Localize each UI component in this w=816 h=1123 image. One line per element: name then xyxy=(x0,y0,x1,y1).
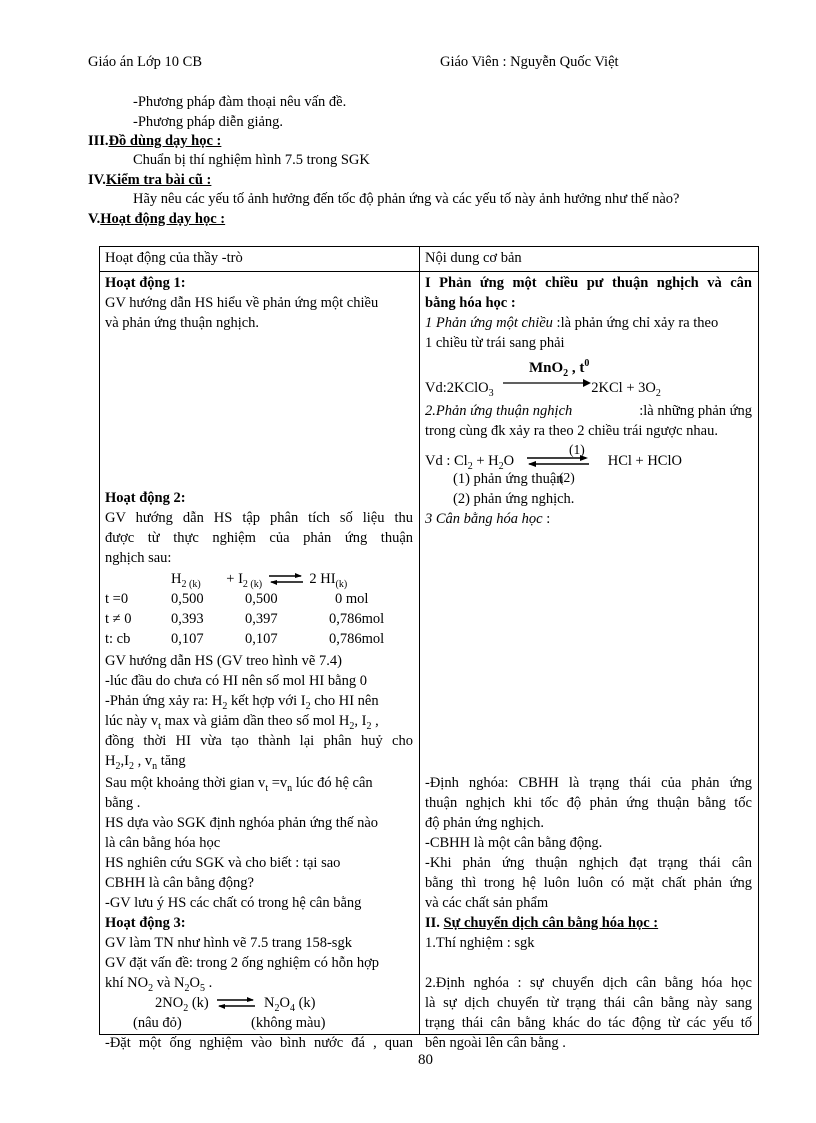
reverse-label: (2) xyxy=(559,469,575,485)
no2-equation: $2NO_2$ (k) $N_2O_4$ (k) xyxy=(155,994,316,1014)
shift-definition-3: trạng thái cân bằng khác do tác động từ các yếu tố xyxy=(425,1014,752,1031)
activity-1-title: Hoạt động 1: xyxy=(105,274,186,291)
activity-3-title: Hoạt động 3: xyxy=(105,914,186,931)
section-5-number: V. xyxy=(88,211,101,227)
equilibrium-line-2: bằng . xyxy=(105,794,141,811)
section-3-body: Chuẩn bị thí nghiệm hình 7.5 trong SGK xyxy=(133,152,370,168)
hs-line-1: HS dựa vào SGK định nghóa phản ứng thế nào xyxy=(105,814,379,831)
reverse-reaction: (2) phản ứng nghịch. xyxy=(453,490,575,507)
header-left: Giáo án Lớp 10 CB xyxy=(88,54,202,70)
one-way-definition-2: 1 chiều từ trái sang phải xyxy=(425,334,565,351)
section-4-title: Kiểm tra bài cũ : xyxy=(105,172,212,188)
hs-line-2: là cân bằng hóa học xyxy=(105,834,221,851)
shift-definition-2: là sự dịch chuyển từ trạng thái cân bằng này sang xyxy=(425,994,752,1011)
h2-i2-equation: $H_{2 (k)} + I_{2 (k)}$ 2 $HI_{(k)}$ xyxy=(171,570,348,590)
reversible-definition-2: trong cùng đk xảy ra theo 2 chiều trái ngược nhau. xyxy=(425,422,718,439)
section-5-heading xyxy=(88,211,225,228)
activity-2-title: Hoạt động 2: xyxy=(105,489,186,506)
reaction-line-2: lúc này $v_t$ max và giảm dần theo số mol $H_2$, $I_2$ , xyxy=(105,712,379,732)
section-ii-heading: II. Sự chuyển dịch cân bằng hóa học : xyxy=(425,914,659,931)
activity-3-line-3: khí $NO_2$ và $N_2O_5$ . xyxy=(105,974,213,994)
method-2: -Phương pháp diễn giảng. xyxy=(133,114,284,130)
header-right: Giáo Viên : Nguyễn Quốc Việt xyxy=(440,54,619,70)
equilibrium-definition-3: độ phản ứng nghịch. xyxy=(425,814,545,831)
activity-1-line-1: GV hướng dẫn HS hiểu về phản ứng một chiều xyxy=(105,294,379,311)
color-brown-label: (nâu đỏ) xyxy=(133,1014,182,1031)
example-2: Vd : $Cl_2 + H_2O$ HCl + HClO xyxy=(425,452,682,472)
equilibrium-arrow-icon xyxy=(216,997,256,1009)
example-1: Vd:2KClO$_3$ $2KCl + 3O_2$ xyxy=(425,379,661,399)
gv-note-line: -GV lưu ý HS các chất có trong hệ cân bằng xyxy=(105,894,362,911)
col1-header: Hoạt động của thầy -trò xyxy=(100,247,420,272)
section-3-heading xyxy=(88,133,221,150)
equilibrium-definition-2: thuận nghịch khi tốc độ phản ứng thuận bằng tốc xyxy=(425,794,752,811)
activity-1-line-2: và phản ứng thuận nghịch. xyxy=(105,314,260,331)
shift-definition-1: 2.Định nghóa : sự chuyển dịch cân bằng hóa học xyxy=(425,974,752,991)
one-way-definition: 1 Phản ứng một chiều :là phản ứng chỉ xảy ra theo xyxy=(425,314,719,331)
activity-3-line-1: GV làm TN như hình vẽ 7.5 trang 158-sgk xyxy=(105,934,352,951)
equilibrium-note-2: bằng thì trong hệ luôn luôn có mặt chất phản ứng xyxy=(425,874,752,891)
section-4-body: Hãy nêu các yếu tố ảnh hưởng đến tốc độ phản ứng và các yếu tố này ảnh hưởng như thế nào? xyxy=(133,191,680,207)
experiment-line: 1.Thí nghiệm : sgk xyxy=(425,934,535,951)
activity-3-last-line: -Đặt một ống nghiệm vào bình nước đá , quan xyxy=(105,1034,413,1051)
reaction-line-4: $H_2,I_2$ , $v_n$ tăng xyxy=(105,752,186,772)
col2-header: Nội dung cơ bản xyxy=(420,247,759,272)
section-i-title-1: I Phản ứng một chiều pư thuận nghịch và cân xyxy=(425,274,752,291)
equilibrium-line-1: Sau một khoảng thời gian $v_t =v_n$ lúc đó hệ cân xyxy=(105,774,373,794)
content-cell xyxy=(420,271,759,1051)
shift-definition-4: bên ngoài lên cân bằng . xyxy=(425,1034,566,1051)
section-5-title: Hoạt động dạy học : xyxy=(100,211,226,227)
page-number: 80 xyxy=(418,1052,433,1068)
dynamic-equilibrium: -CBHH là một cân bằng động. xyxy=(425,834,603,851)
gv-guide-line: GV hướng dẫn HS (GV treo hình vẽ 7.4) xyxy=(105,652,342,669)
method-1: -Phương pháp đàm thoại nêu vấn đề. xyxy=(133,94,347,110)
color-none-label: (không màu) xyxy=(251,1014,326,1031)
section-3-number: III. xyxy=(88,133,109,149)
reversible-definition-1: 2.Phản ứng thuận nghịch :là những phản ứng xyxy=(425,402,752,419)
reaction-line-3: đồng thời HI vừa tạo thành lại phân huỷ cho xyxy=(105,732,413,749)
equilibrium-note-1: -Khi phản ứng thuận nghịch đạt trạng thái cân xyxy=(425,854,752,871)
equilibrium-definition-1: -Định nghóa: CBHH là trạng thái của phản ứng xyxy=(425,774,752,791)
activity-2-line-1: GV hướng dẫn HS tập phân tích số liệu thu xyxy=(105,509,413,526)
equilibrium-arrow-icon xyxy=(526,455,590,467)
activity-2-line-2: được từ thực nghiệm của phản ứng thuận xyxy=(105,529,413,546)
section-4-heading xyxy=(88,172,211,189)
reaction-line-1: -Phản ứng xảy ra: $H_2$ kết hợp với $I_2$ cho HI nên xyxy=(105,692,379,712)
lesson-table xyxy=(99,246,759,1051)
activity-3-line-2: GV đặt vấn đề: trong 2 ống nghiệm có hỗn hợp xyxy=(105,954,379,971)
chemical-equilibrium-heading: 3 Cân bằng hóa học : xyxy=(425,510,551,527)
reaction-condition: MnO$_2$ , $t^0$ xyxy=(529,357,590,379)
initial-state-line: -lúc đầu do chưa có HI nên số mol HI bằng 0 xyxy=(105,672,367,689)
section-3-title: Đồ dùng dạy học : xyxy=(108,133,222,149)
activity-2-line-3: nghịch sau: xyxy=(105,549,172,566)
reaction-arrow-icon xyxy=(503,378,591,388)
forward-label: (1) xyxy=(569,441,585,457)
equilibrium-note-3: và các chất sản phẩm xyxy=(425,894,549,911)
section-i-title-2: bằng hóa học : xyxy=(425,294,516,311)
hs-line-3: HS nghiên cứu SGK và cho biết : tại sao xyxy=(105,854,341,871)
section-4-number: IV. xyxy=(88,172,106,188)
hs-line-4: CBHH là cân bằng động? xyxy=(105,874,254,891)
equilibrium-arrow-icon xyxy=(268,573,304,585)
teacher-student-cell: Hoạt động 1: GV hướng dẫn HS hiểu về phản ứng một chiều và phản ứng thuận nghịch. Hoạt động 2: GV hướng dẫn HS tập phân tích số liệu thu được từ thực nghiệm của phản ứng thuận nghịch sau: $H_{2 (k)} + I_{2 (k)}$ 2 $HI_{(k)}$ t =0 0,500 0,500 0 mol t ≠ 0 0,393 0,397 0,786mol t: cb 0,107 0,107 0,786mol GV hướng dẫn HS (GV treo hình vẽ 7.4) -lúc đầu do chưa có HI nên số mol HI bằng 0 -Phản ứng xảy ra: $H_2$ kết hợp với $I_2$ cho HI nên lúc này $v_t$ max và giảm dần theo số mol $H_2$, $I_2$ , đồng thời HI vừa tạo thành lại phân huỷ cho $H_2,I_2$ , $v_n$ tăng Sau một khoảng thời gian $v_t =v_n$ lúc đó hệ cân bằng . HS dựa vào SGK định nghóa phản ứng thế nào là cân bằng hóa học HS nghiên cứu SGK và cho biết : tại sao CBHH là cân bằng động? -GV lưu ý HS các chất có trong hệ cân bằng Hoạt động 3: GV làm TN như hình vẽ 7.5 trang 158-sgk GV đặt vấn đề: trong 2 ống nghiệm có hỗn hợp khí $NO_2$ và $N_2O_5$ . $2NO_2$ (k) $N_2O_4$ (k) (nâu đỏ) (không màu) -Đặt một ống nghiệm vào bình nước đá , quan xyxy=(100,271,420,1034)
forward-reaction: (1) phản ứng thuận xyxy=(453,470,564,487)
